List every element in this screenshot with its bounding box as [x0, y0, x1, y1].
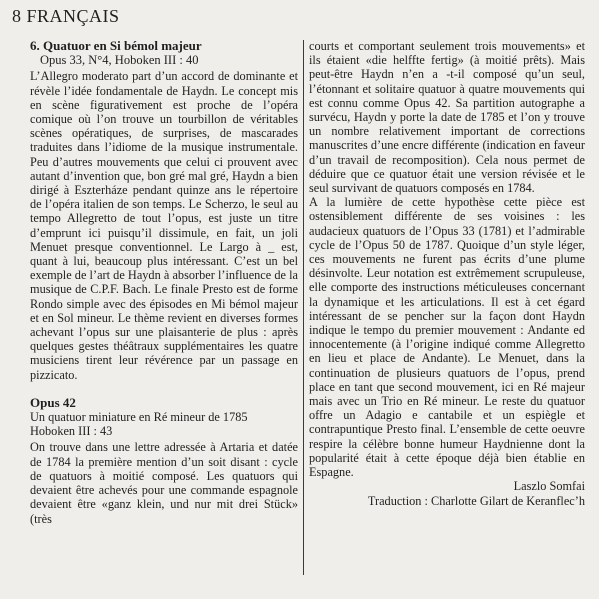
right-paragraph-1: courts et comportant seulement trois mouvements» et ils étaient «die helffte fertig» (à moitié prêts). Mais peut-être Haydn n’en a -t-il composé qu’un seul, l’étonnant et solitaire quatuor à quatre mouvements qui est connu comme Opus 42. Sa partition autographe a survécu, Haydn y porte la date de 1785 et l’on y trouve un nombre relativement important de corrections manuscrites d’une encre différente (indication en faveur d’un travail de recomposition). Cela nous permet de déduire que ce quatuor était une version révisée et le seul survivant de quatuors composés en 1784.: [309, 39, 585, 196]
left-column: [30, 39, 298, 526]
author-credit: Laszlo Somfai: [513, 479, 585, 494]
section-6-title: 6. Quatuor en Si bémol majeur: [30, 38, 202, 53]
right-paragraph-2: A la lumière de cette hypothèse cette pièce est ostensiblement différente de ses voisines : les audacieux quatuors de l’Opus 33 (1781) et l’admirable cycle de l’Opus 50 de 1787. Quoique d’un style léger, ces mouvements ne furent pas écrits d’une plume désinvolte. Leur notation est extrêmement scrupuleuse, elle comporte des instructions méticuleuses concernant la dynamique et les articulations. Il est à cet égard intéressant de se pencher sur la façon dont Haydn indique le tempo du premier mouvement : Andante ed innocentemente (à l’origine indiqué comme Allegretto en lieu et place de Andante). Le Menuet, dans la continuation de plusieurs quatuors de l’opus, prend place en tant que second mouvement, ici en Ré majeur mais avec un Trio en Ré mineur. Le reste du quatuor offre un Adagio e cantabile et un espiègle et contrapuntique Presto final. L’ensemble de cette oeuvre respire la célèbre bonne humeur Haydnienne dont la popularité était à cette époque déjà bien établie en Espagne.: [309, 195, 585, 480]
section-6-paragraph: L’Allegro moderato part d’un accord de dominante et révèle l’idée fondamentale de Haydn. Le concept mis en scène figurativement est proche de l’opéra comique où l’on trouve un tourbillon de véritables scènes opératiques, de surprises, de mascarades traduites dans l’idiome de la musique instrumentale. Peu d’autres mouvements que celui ci prouvent avec autant d’invention que, bon gré mal gré, Haydn a bien dirigé à Eszterháze pendant quinze ans le répertoire de l’opéra italien de son temps. Le Scherzo, le seul au tempo Allegretto de tout l’opus, est juste un titre d’emprunt ici puisqu’il dissimule, en fait, un joli Menuet presque conventionnel. Le Largo à _ est, quant à lui, beaucoup plus intéressant. C’est un bel exemple de l’art de Haydn à absorber l’influence de la musique de C.P.F. Bach. Le finale Presto est de forme Rondo simple avec des épisodes en Mi bémol majeur et en Sol mineur. Le thème revient en diverses formes achevant l’opus sur une plaisanterie de plus : après quelques gestes théâtraux supplémentaires les quatre musiciens tirent leur révérence par un passage en pizzicato.: [30, 69, 298, 382]
right-column: [309, 39, 585, 508]
column-divider: [303, 40, 304, 575]
translation-credit: Traduction : Charlotte Gilart de Keranflec’h: [367, 493, 585, 508]
opus-42-line-1: Un quatuor miniature en Ré mineur de 1785: [30, 410, 248, 425]
page-header: [12, 6, 120, 27]
page-number: 8: [12, 6, 22, 26]
opus-42-paragraph: On trouve dans une lettre adressée à Artaria et datée de 1784 la première mention d’un soit disant : cycle de quatuors à moitié composé. Les quatuors qui devaient être achevés pour une commande espagnole devaient être «ganz klein, und nur mit drei Stück» (très: [30, 440, 298, 526]
section-gap: [30, 382, 298, 396]
page-language: FRANÇAIS: [26, 6, 120, 26]
section-6-subtitle: Opus 33, N°4, Hoboken III : 40: [40, 53, 199, 68]
opus-42-line-2: Hoboken III : 43: [30, 424, 113, 439]
opus-42-title: Opus 42: [30, 394, 76, 410]
